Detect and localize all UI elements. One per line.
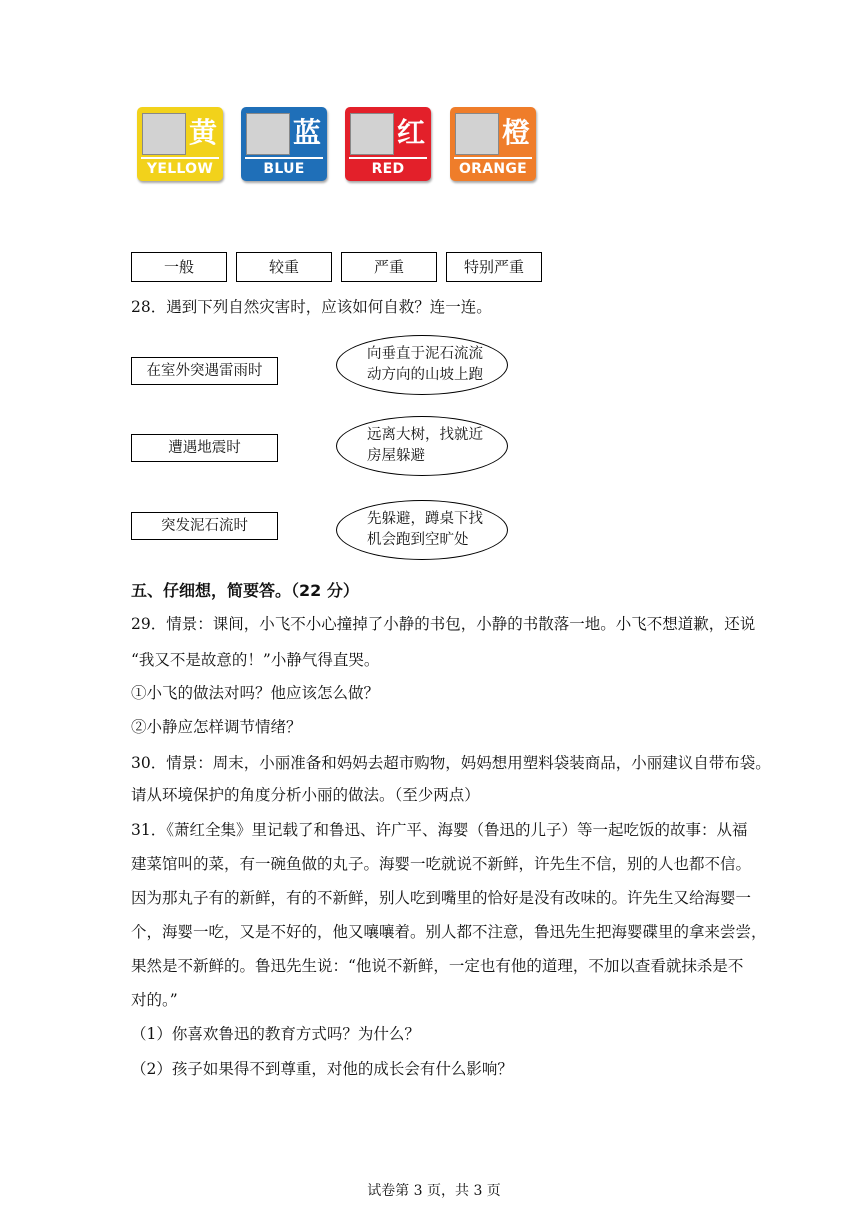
action-line: 先躲避，蹲桌下找 [367,511,483,527]
icon-placeholder [350,113,394,155]
situation-box-2: 遭遇地震时 [131,434,278,462]
action-line: 向垂直于泥石流流 [367,346,483,362]
blue-warning-icon [241,107,327,181]
action-line: 动方向的山坡上跑 [367,367,483,383]
action-line: 房屋躲避 [367,448,425,464]
icon-placeholder [142,113,186,155]
action-line: 远离大树，找就近 [367,427,483,443]
orange-warning-icon [450,107,536,181]
question-28-title: 28．遇到下列自然灾害时，应该如何自救？连一连。 [131,298,492,316]
text-line: 果然是不新鲜的。鲁迅先生说：“他说不新鲜，一定也有他的道理，不加以查看就抹杀是不 [131,957,744,975]
warning-char: 橙 [501,116,530,149]
text-line: 因为那丸子有的新鲜，有的不新鲜，别人吃到嘴里的恰好是没有改味的。许先生又给海婴一 [131,889,752,907]
text-line: 29．情景：课间，小飞不小心撞掉了小静的书包，小静的书散落一地。小飞不想道歉，还说 [131,615,756,633]
text-line: 建菜馆叫的菜，有一碗鱼做的丸子。海婴一吃就说不新鲜，许先生不信，别的人也都不信。 [131,855,752,873]
level-box-4: 特别严重 [446,252,542,282]
level-box-2: 较重 [236,252,332,282]
warning-label: YELLOW [141,157,219,178]
yellow-warning-icon [137,107,223,181]
warning-label: RED [349,157,427,178]
icon-placeholder [246,113,290,155]
text-line: 对的。” [131,991,178,1009]
warning-label: BLUE [245,157,323,178]
situation-box-3: 突发泥石流时 [131,512,278,540]
text-line: （1）你喜欢鲁迅的教育方式吗？为什么？ [131,1025,420,1043]
warning-char: 蓝 [292,116,321,149]
section-heading: 五、仔细想，简要答。（22 分） [131,581,359,600]
warning-char: 黄 [188,116,217,149]
icon-placeholder [455,113,499,155]
page-footer: 试卷第 3 页，共 3 页 [367,1183,501,1199]
warning-char: 红 [396,116,425,149]
text-line: （2）孩子如果得不到尊重，对他的成长会有什么影响？ [131,1060,513,1078]
text-line: 31．《萧红全集》里记载了和鲁迅、许广平、海婴（鲁迅的儿子）等一起吃饭的故事：从福 [131,821,748,839]
text-line: 30．情景：周末，小丽准备和妈妈去超市购物，妈妈想用塑料袋装商品，小丽建议自带布袋。 [131,754,771,772]
text-line: 个，海婴一吃，又是不好的，他又嚷嚷着。别人都不注意，鲁迅先生把海婴碟里的拿来尝尝， [131,923,767,941]
level-box-1: 一般 [131,252,227,282]
action-ellipse-2 [336,416,508,476]
text-line: ②小静应怎样调节情绪？ [131,718,302,736]
action-ellipse-1 [336,335,508,395]
red-warning-icon [345,107,431,181]
text-line: ①小飞的做法对吗？他应该怎么做？ [131,684,380,702]
text-line: “我又不是故意的！”小静气得直哭。 [131,651,380,669]
level-box-3: 严重 [341,252,437,282]
warning-label: ORANGE [454,157,532,178]
action-ellipse-3 [336,500,508,560]
text-line: 请从环境保护的角度分析小丽的做法。（至少两点） [131,786,480,804]
situation-box-1: 在室外突遇雷雨时 [131,357,278,385]
action-line: 机会跑到空旷处 [367,532,469,548]
